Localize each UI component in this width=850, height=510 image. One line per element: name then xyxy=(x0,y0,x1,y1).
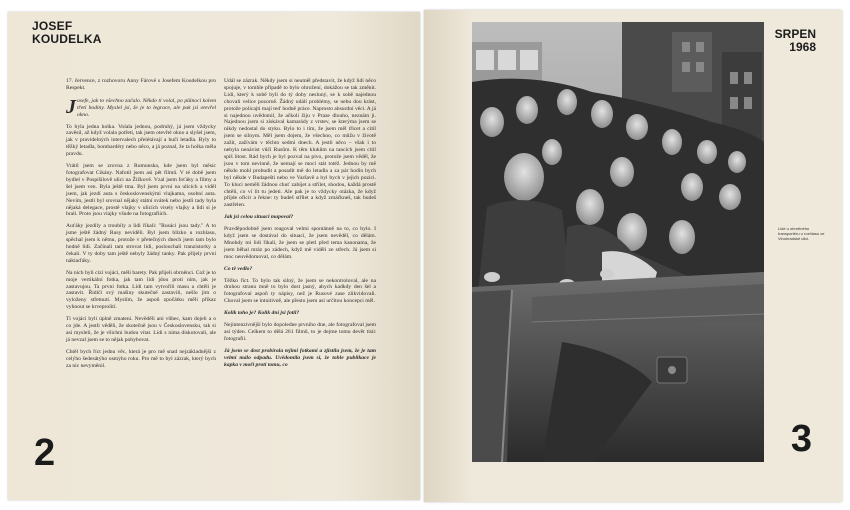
page-number-right: 3 xyxy=(790,418,812,460)
author-first-name: JOSEF xyxy=(32,19,73,33)
date-month: SRPEN xyxy=(774,27,816,41)
paragraph: Nejintenzivnější bylo dopoledne prvního dne, ale fotografoval jsem asi týden. Celkem to dělá 261 filmů, to je dejme tomu devět tisíc fotografií. xyxy=(224,322,376,342)
paragraph: Ti vojáci byli úplně zmateni. Nevěděli ani vůbec, kam dojeli a o co jde. A jestli věděli, že skutečně jsou v Československu, tak si asi mysleli, že je všichni budou vítat. Lidi s nima diskutovali, ale já nevzal jsem se to nějak pohybovat. xyxy=(66,316,216,343)
paragraph: Pravděpodobně jsem reagoval velmi spontánně na to, co bylo. I když jsem se dostával do situací, že jsem nevěděl, co dělám. Mnohdy mi lidi říkali, že jsem se pletl před tema kanonama, že jsem běhal mráz po zádech, když mě viděli ze střech. Já jsem si moc neuvědomoval, co dělám. xyxy=(224,226,376,260)
paragraph: Auťáky jezdily a troubily a lidi říkali: "Rusáci jsou tady." A to jsme ještě žádný Rusy neviděli. Byl jsem blízko u rozhlasu, spěchal jsem k němu, protože v přetečných dnech jsem tam bylo hodně lidí. Začínali tam strovat lidi, poslouchali tranzistorky a čekali. V ty doby tam ještě nebyly žádný tanky. Pak přijely první náklaďáky. xyxy=(66,223,216,264)
date-header xyxy=(775,28,816,54)
intro-text: 17. července, z rozhovoru Anny Fárové s Josefem Koudelkou pro Respekt. xyxy=(66,78,216,91)
photo-illustration xyxy=(472,22,764,462)
interview-question: Jak jsi celou situaci mapoval? xyxy=(224,214,294,221)
lead-question-text: osefe, jak to všechno začalo. Někdo ti volal, po půlnoci kolem třetí hodiny. Myslel jsi, že je to legrace, ale pak jsi otevřel okno. xyxy=(77,97,216,118)
text-column-1 xyxy=(66,78,216,375)
drop-cap: J xyxy=(66,95,76,118)
paragraph: Na nich byli cizí vojáci, měli barety. Pak přijeli obrněnci. Což je to moje vertikální fotka, jak tam lidi jdou proti nim, jak je zastavujou. Ta první fotka. Lidi tam vytvořili masu a chtěli je zastavit. Řidiči svý mašiny skutečně zastavili, nešlo jim o vyloženy střetnutí. Myslím, že aspoň zpočátku měli příkaz vyhnout se krveprolití. xyxy=(66,269,216,311)
author-last-name: KOUDELKA xyxy=(32,32,102,46)
paragraph: To byla jedna holka. Volala jednou, podruhý, já jsem vždycky zavěsil, až když volala potřetí, tak jsem otevřel okno a slyšel jsem, jak v pravidelných intervalech přelétávají a hučí letadla. Byly to těžký letadla, bombardéry nebo něco, a já poznal, že ta holka měla pravdu. xyxy=(66,123,216,158)
author-header xyxy=(32,20,102,46)
paragraph: Udál se zázrak. Někdy jsem si neuměl představit, že když lidi něco spojuje, v tomhle případě to bylo ohrožení, dokážou se tak změnit. Lidi, který k sobě byli do tý doby nesluný, se k sobě najednou chovali velice pozorně. Žádný událí problémy, se nebu dou krást, protože policajti mají teď hodně práce. Naprosto absurdní věci. A já si najednou uvědomil, že ačkoli žiju v Praze dlouho, neznám ji. Najednou jsem si získával kamarády z vrstev, se kterýma jsem se nikdy nedostal do styku. Bylo to i tím, že jsem měl třicet a cítil jsem se silnym. Měl jsem dojem, že všechno, co můžu v životě zažít, zažívám v těchto sedmi dnech. A jestli něco – však i to nebyla nenávist vůči Rusům. K těm klukům na tancích jsem cítil spíš lítost. Rád bych je byl pozval na pivo, protože jsem věděl, že jsou v tom nevinně, že nemají se moci stát totéž. Jednou by mě někdo mohl probudit a posadit mě do letadla a za pár hodin bych byl někde v Budapešti nebo ve Varšavě a byl bych v jejich pozici. To kluci neměli žádnou chuť zabíjet a střílet, shodou, každá prostě chtěli, co ví lit tu jedeti. Ale pak je to vždycky otázka, že když přijde oficír a řekne: ty budeš střílet a když zmáčkneš, tak budeš zastřelen. xyxy=(224,78,376,209)
photograph xyxy=(472,22,764,462)
interview-question: Já jsem se dost probírala tejimi fotkami a zjistila jsem, že je tam velmi málo odpadu. Uvědomila jsem si, že tohle publikace je kapka v moři proti tomu, co xyxy=(224,347,376,368)
paragraph: Chtěl bych říct jednu věc, která je pro mě snad nejzákladnější z celýho šedesátýho osmýho roku. Pro mě to byl zázrak, který bych za nic nevyměnil. xyxy=(66,348,216,369)
lead-question xyxy=(66,95,216,119)
interview-question: Co tě vedlo? xyxy=(224,265,253,272)
date-year: 1968 xyxy=(789,40,816,54)
paragraph: Vrátil jsem se zrovna z Rumunska, kde jsem byl měsíc fotografovat Cikány. Nafotil jsem asi pět filmů. V té době jsem bydlel v Pospíšilově ulici na Žižkově. Vzal jsem foťáky a filmy a šel jsem ven. Byla ještě tma. Byl jsem první na ulicích a viděl jsem, jak jezdí auta s československými vlajkama, osobní auta. Nevím, jestli byl srovnal nějaký státní svátek nebo jestli tady byla nějaká delegace, prostě vlajky v ulicích visely vlajky a lidi si je brali. Proto jsou vlajky všude na fotografiích. xyxy=(66,163,216,218)
text-column-2 xyxy=(224,78,376,374)
page-number-left: 2 xyxy=(34,432,56,474)
paragraph: Těžko říct. To bylo tak silný, že jsem se nekontroloval, ale na druhou stranu mně to bylo dost jasný, abych kadkdy den šel a fotografoval aspoň ty nápisy, než je Rusové zase zlikvidovali. Choval jsem se intuitivně, ale přesto jsem asi určitou koncepci měl. xyxy=(224,277,376,305)
interview-question: Kolik toho je? Kolik dní jsi fotil? xyxy=(224,310,300,317)
photo-caption: Lidé u obrněného transportéru u rozhlasu ve Vinohradské ulici. xyxy=(778,226,825,241)
